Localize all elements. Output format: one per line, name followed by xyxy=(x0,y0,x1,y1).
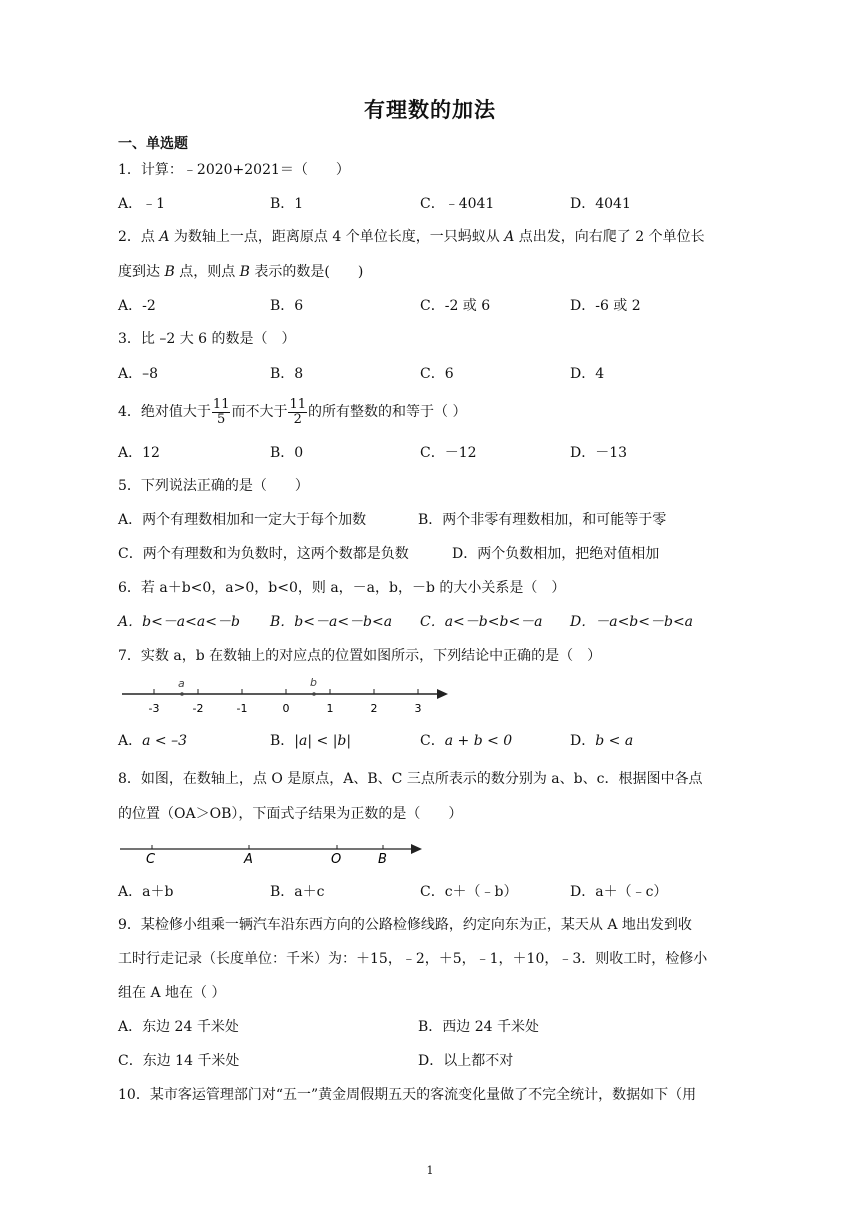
q4-option-c: C．－12 xyxy=(420,445,477,461)
q2-option-a: A．-2 xyxy=(118,298,156,314)
arrow-head-icon xyxy=(411,844,422,854)
q2-option-d: D．-6 或 2 xyxy=(570,298,641,314)
page-number: 1 xyxy=(426,1164,434,1177)
tick-label: 1 xyxy=(326,702,334,715)
fraction-11-5: $\frac{11}{5}$ xyxy=(212,396,230,427)
q6-option-a: A．b<－a<a<－b xyxy=(118,614,240,630)
section-heading: 一、单选题 xyxy=(118,136,188,152)
question-4: 4．绝对值大于 $\frac{11}{5}$ 而不大于 $\frac{11}{2}$ 的所有整数的和等于（ ） xyxy=(118,396,467,427)
q8-option-a: A．a＋b xyxy=(118,884,174,900)
question-1: 1．计算：﹣2020+2021＝（ ） xyxy=(118,162,350,178)
question-2-line-2: 度到达 B 点，则点 B 表示的数是( ) xyxy=(118,264,364,280)
q8-option-c: C．c＋（﹣b） xyxy=(420,884,518,900)
q4-option-d: D．－13 xyxy=(570,445,628,461)
question-6: 6．若 a＋b<0，a>0，b<0，则 a，－a，b，－b 的大小关系是（ ） xyxy=(118,580,566,596)
arrow-head-icon xyxy=(437,689,448,699)
q5-option-d: D．两个负数相加，把绝对值相加 xyxy=(452,546,660,562)
q9-option-d: D．以上都不对 xyxy=(418,1053,514,1069)
q3-option-b: B．8 xyxy=(270,366,304,382)
question-3: 3．比 –2 大 6 的数是（ ） xyxy=(118,331,296,347)
q1-option-c: C．﹣4041 xyxy=(420,196,495,212)
q3-option-d: D．4 xyxy=(570,366,605,382)
q5-option-b: B．两个非零有理数相加，和可能等于零 xyxy=(418,512,667,528)
point-o-label: O xyxy=(331,852,342,866)
question-9-line-1: 9．某检修小组乘一辆汽车沿东西方向的公路检修线路，约定向东为正，某天从 A 地出发到收 xyxy=(118,917,692,933)
q8-number-line xyxy=(118,838,428,866)
q2-option-b: B．6 xyxy=(270,298,304,314)
question-10-line-1: 10．某市客运管理部门对“五一”黄金周假期五天的客流变化量做了不完全统计，数据如下（用 xyxy=(118,1087,697,1103)
q1-option-b: B．1 xyxy=(270,196,304,212)
q1-option-a: A．﹣1 xyxy=(118,196,166,212)
q6-option-d: D．－a<b<－b<a xyxy=(570,614,694,630)
point-b-label: b xyxy=(310,676,317,689)
point-a-label: a xyxy=(178,677,185,690)
q6-option-c: C．a<－b<b<－a xyxy=(420,614,543,630)
q5-option-c: C．两个有理数和为负数时，这两个数都是负数 xyxy=(118,546,409,562)
tick-label: 0 xyxy=(282,702,290,715)
q8-option-d: D．a＋（﹣c） xyxy=(570,884,668,900)
point-b-label: B xyxy=(378,852,387,866)
question-9-line-3: 组在 A 地在（ ） xyxy=(118,985,226,1001)
tick-label: -3 xyxy=(148,702,160,715)
q3-option-a: A．–8 xyxy=(118,366,159,382)
page-title: 有理数的加法 xyxy=(364,98,496,122)
q6-option-b: B．b<－a<－b<a xyxy=(270,614,393,630)
question-8-line-2: 的位置（OA＞OB），下面式子结果为正数的是（ ） xyxy=(118,806,463,822)
q7-option-a: A．a < –3 xyxy=(118,733,188,749)
question-7: 7．实数 a，b 在数轴上的对应点的位置如图所示，下列结论中正确的是（ ） xyxy=(118,648,602,664)
question-5: 5．下列说法正确的是（ ） xyxy=(118,478,309,494)
q2-option-c: C．-2 或 6 xyxy=(420,298,491,314)
tick-label: -1 xyxy=(236,702,248,715)
tick-label: 3 xyxy=(414,702,422,715)
point-b-marker xyxy=(312,692,316,696)
fraction-11-2: $\frac{11}{2}$ xyxy=(289,396,307,427)
question-9-line-2: 工时行走记录（长度单位：千米）为：＋15，﹣2，＋5，﹣1，＋10，﹣3．则收工时，检修小 xyxy=(118,951,708,967)
point-a-label: A xyxy=(244,852,253,866)
point-c-label: C xyxy=(146,852,156,866)
point-a-marker xyxy=(180,692,184,696)
q9-option-c: C．东边 14 千米处 xyxy=(118,1053,240,1069)
tick-label: 2 xyxy=(370,702,378,715)
q9-option-a: A．东边 24 千米处 xyxy=(118,1019,239,1035)
q8-option-b: B．a＋c xyxy=(270,884,325,900)
q7-number-line xyxy=(118,672,458,718)
q1-option-d: D．4041 xyxy=(570,196,631,212)
q9-option-b: B．西边 24 千米处 xyxy=(418,1019,540,1035)
q4-option-a: A．12 xyxy=(118,445,160,461)
question-8-line-1: 8．如图，在数轴上，点 O 是原点，A、B、C 三点所表示的数分别为 a、b、c．根据图中各点 xyxy=(118,771,703,787)
q5-option-a: A．两个有理数相加和一定大于每个加数 xyxy=(118,512,367,528)
tick-label: -2 xyxy=(192,702,204,715)
q7-option-b: B．|a| < |b| xyxy=(270,733,352,749)
q4-option-b: B．0 xyxy=(270,445,304,461)
q3-option-c: C．6 xyxy=(420,366,454,382)
question-2-line-1: 2．点 A 为数轴上一点，距离原点 4 个单位长度，一只蚂蚁从 A 点出发，向右爬了 2 个单位长 xyxy=(118,229,705,245)
q7-option-d: D．b < a xyxy=(570,733,634,749)
q7-option-c: C．a + b < 0 xyxy=(420,733,513,749)
